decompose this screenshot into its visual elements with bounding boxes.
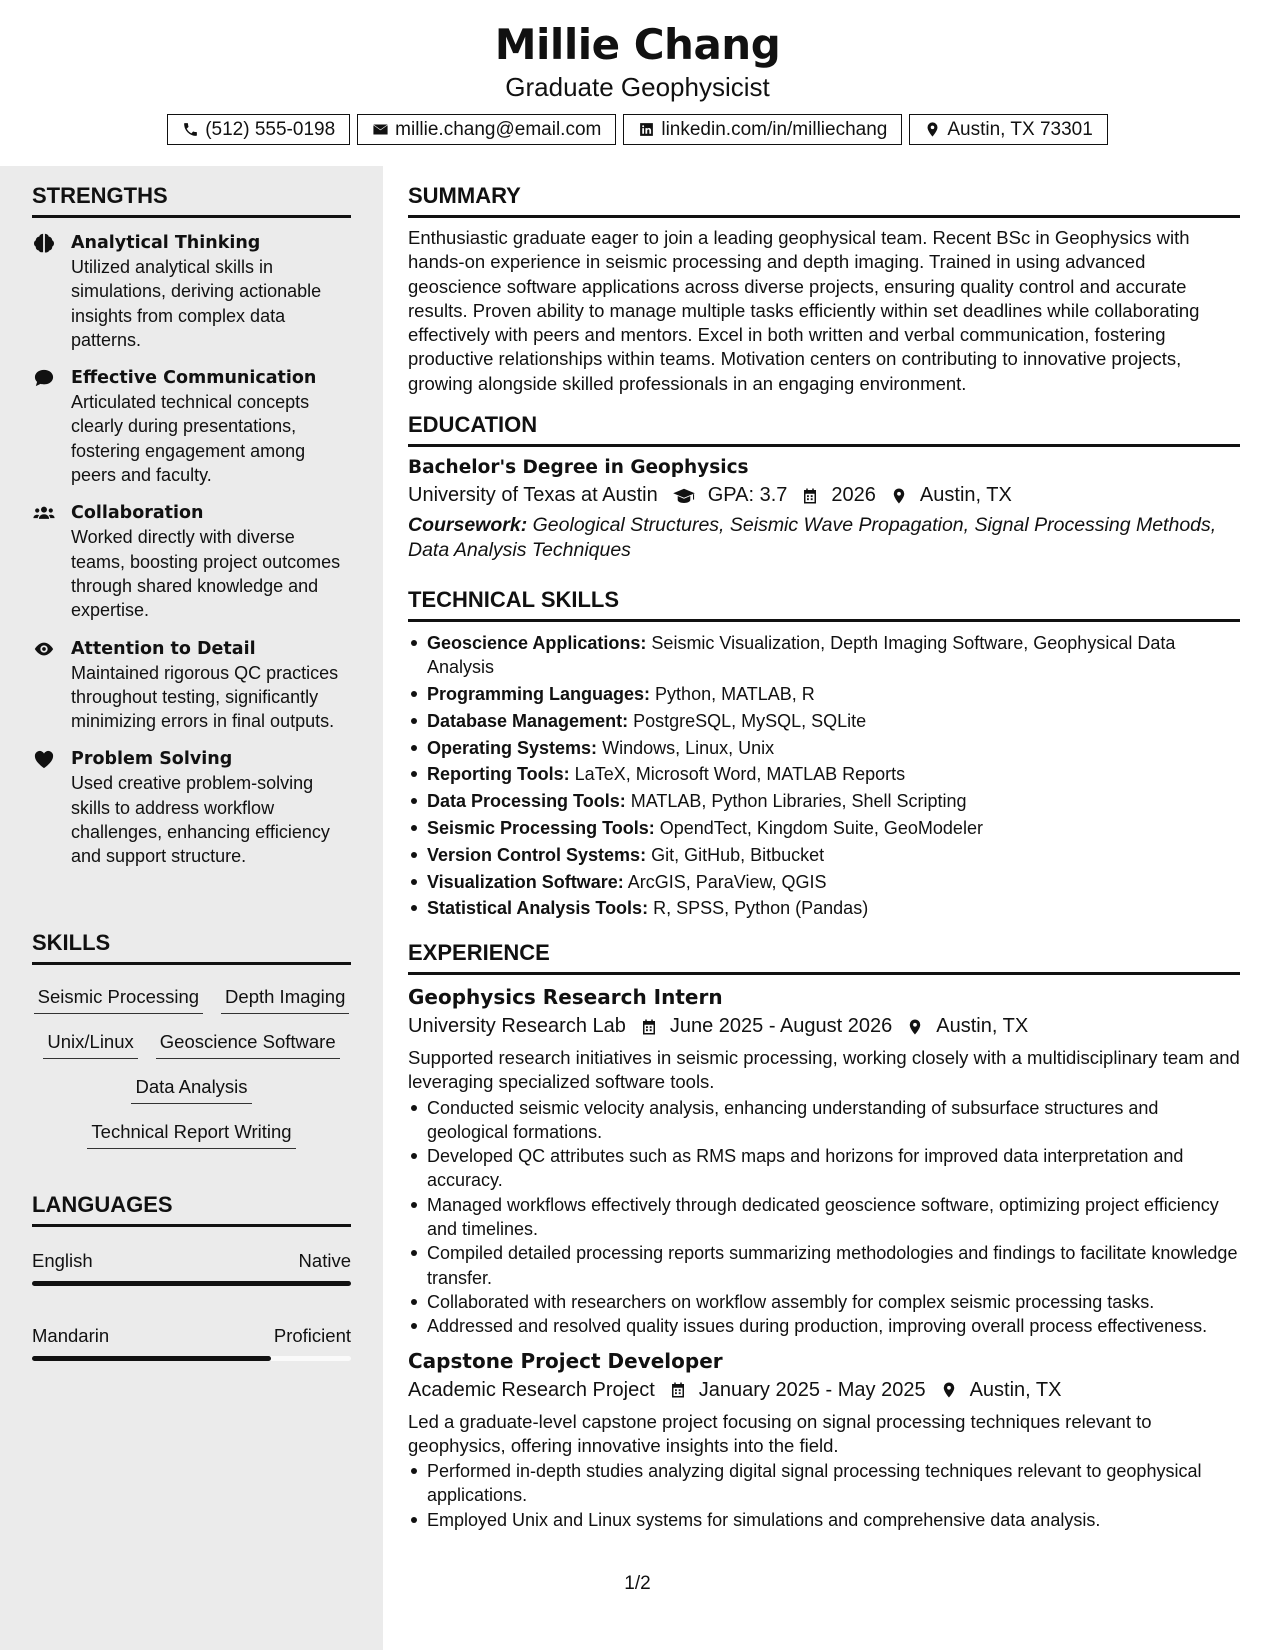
strength-title: Analytical Thinking (71, 233, 261, 253)
summary-text: Enthusiastic graduate eager to join a leading geophysical team. Recent BSc in Geophysics with hands-on experience in seismic processing and depth imaging. Trained in using advanced geoscience software applications across diverse projects, ensuring quality control and accurate results. Proven ability to manage multiple tasks efficiently within set deadlines while collaborating effectively with peers and mentors. Excel in both written and verbal communication, fostering productive relationships within teams. Motivation centers on contributing to innovative projects, growing alongside skilled professionals in an engaging environment. (408, 227, 1200, 394)
technical-skills-list (408, 631, 1240, 921)
strength-item (32, 637, 351, 734)
location-icon (890, 487, 908, 505)
job-meta (408, 1015, 1240, 1038)
languages-section (32, 1192, 351, 1361)
language-proficiency-fill (32, 1281, 351, 1286)
list-item: Reporting Tools: LaTeX, Microsoft Word, MATLAB Reports (408, 762, 1240, 786)
strength-desc: Worked directly with diverse teams, boosting project outcomes through shared knowledge and expertise. (71, 527, 341, 621)
strengths-heading: STRENGTHS (32, 183, 351, 218)
strength-desc: Utilized analytical skills in simulations, deriving actionable insights from complex data patterns. (71, 257, 322, 350)
job-org: Academic Research Project (408, 1378, 655, 1401)
job-dates: June 2025 - August 2026 (669, 1015, 893, 1037)
skill-chip: Unix/Linux (43, 1028, 137, 1059)
language-proficiency-bar (32, 1281, 351, 1286)
contact-email-text: millie.chang@email.com (395, 118, 602, 140)
strength-title: Collaboration (71, 503, 204, 524)
skill-chip: Depth Imaging (221, 983, 349, 1014)
users-icon (33, 503, 55, 523)
contact-location-text: Austin, TX 73301 (947, 118, 1093, 140)
coursework (408, 513, 1240, 563)
location-icon (924, 121, 941, 138)
page-number: 1/2 (624, 1573, 651, 1594)
job-summary: Led a graduate-level capstone project focusing on signal processing techniques relevant to geophysics, offering innovative insights into the field. (408, 1410, 1152, 1456)
language-level: Proficient (273, 1325, 351, 1346)
email-icon (372, 121, 389, 138)
strength-title: Attention to Detail (71, 638, 256, 659)
coursework-label: Coursework: (408, 514, 528, 536)
skill-chip: Technical Report Writing (87, 1118, 295, 1149)
list-item: Data Processing Tools: MATLAB, Python Libraries, Shell Scripting (408, 789, 1240, 813)
coursework-list: Geological Structures, Seismic Wave Propagation, Signal Processing Methods, Data Analysis Techniques (408, 514, 1217, 561)
skill-chip: Seismic Processing (34, 983, 203, 1014)
candidate-name: Millie Chang (494, 20, 781, 69)
list-item: Visualization Software: ArcGIS, ParaView, QGIS (408, 870, 1240, 894)
contact-bar (0, 114, 1275, 145)
strength-title: Effective Communication (71, 368, 317, 389)
calendar-icon (801, 487, 819, 505)
job-location: Austin, TX (936, 1015, 1029, 1037)
list-item: Seismic Processing Tools: OpendTect, Kingdom Suite, GeoModeler (408, 816, 1240, 840)
job-location: Austin, TX (969, 1378, 1062, 1401)
degree-title: Bachelor's Degree in Geophysics (408, 457, 749, 478)
phone-icon (182, 121, 199, 138)
graduation-year: 2026 (831, 484, 876, 506)
strength-item (32, 366, 351, 487)
language-proficiency-bar (32, 1356, 351, 1361)
chat-icon (33, 368, 55, 388)
list-item: Geoscience Applications: Seismic Visualization, Depth Imaging Software, Geophysical Data Analysis (408, 631, 1240, 680)
strength-title: Problem Solving (71, 749, 233, 770)
experience-heading: EXPERIENCE (408, 940, 1240, 975)
education-heading: EDUCATION (408, 412, 1240, 447)
language-name: Mandarin (32, 1325, 110, 1346)
candidate-role: Graduate Geophysicist (505, 72, 770, 102)
contact-phone-text: (512) 555-0198 (205, 118, 336, 140)
language-proficiency-fill (32, 1356, 271, 1361)
skill-chip: Data Analysis (131, 1073, 251, 1104)
calendar-icon (640, 1018, 658, 1036)
list-item: Statistical Analysis Tools: R, SPSS, Python (Pandas) (408, 896, 1240, 920)
skills-section (32, 930, 351, 1149)
contact-linkedin-text: linkedin.com/in/milliechang (661, 118, 888, 140)
strength-desc: Used creative problem-solving skills to address workflow challenges, enhancing efficiency and support structure. (71, 773, 330, 867)
job-org: University Research Lab (408, 1015, 626, 1037)
summary-heading: SUMMARY (408, 183, 1240, 218)
strengths-section (32, 183, 351, 883)
education-section (408, 412, 1240, 563)
list-item: Database Management: PostgreSQL, MySQL, SQLite (408, 709, 1240, 733)
list-item: Conducted seismic velocity analysis, enhancing understanding of subsurface structures and geological formations. (408, 1096, 1240, 1145)
graduation-cap-icon (672, 487, 696, 505)
skill-chip: Geoscience Software (156, 1028, 340, 1059)
linkedin-icon (638, 121, 655, 138)
contact-linkedin[interactable] (623, 114, 902, 145)
list-item: Version Control Systems: Git, GitHub, Bitbucket (408, 843, 1240, 867)
summary-section (408, 183, 1240, 396)
language-level: Native (298, 1250, 351, 1271)
strength-item (32, 231, 351, 352)
languages-heading: LANGUAGES (32, 1192, 351, 1227)
job-bullets (408, 1096, 1240, 1339)
education-meta (408, 484, 1240, 507)
job-dates: January 2025 - May 2025 (698, 1378, 926, 1401)
skills-list (32, 983, 351, 1149)
brain-icon (33, 233, 55, 253)
strength-item (32, 501, 351, 622)
list-item: Compiled detailed processing reports summarizing methodologies and findings to facilitate knowledge transfer. (408, 1241, 1240, 1290)
eye-icon (33, 639, 55, 659)
job-entry (408, 985, 1240, 1339)
list-item: Performed in-depth studies analyzing digital signal processing techniques relevant to geophysical applications. (408, 1459, 1240, 1508)
list-item: Employed Unix and Linux systems for simulations and comprehensive data analysis. (408, 1508, 1240, 1532)
contact-phone[interactable] (167, 114, 350, 145)
heart-icon (33, 749, 55, 769)
list-item: Managed workflows effectively through dedicated geoscience software, optimizing project efficiency and timelines. (408, 1193, 1240, 1242)
list-item: Collaborated with researchers on workflow assembly for complex seismic processing tasks. (408, 1290, 1240, 1314)
list-item: Operating Systems: Windows, Linux, Unix (408, 736, 1240, 760)
education-location: Austin, TX (919, 484, 1012, 506)
strength-desc: Articulated technical concepts clearly during presentations, fostering engagement among peers and faculty. (71, 392, 310, 486)
skills-heading: SKILLS (32, 930, 351, 965)
strength-item (32, 747, 351, 868)
experience-section (408, 940, 1240, 1532)
school-name: University of Texas at Austin (408, 484, 658, 506)
technical-skills-heading: TECHNICAL SKILLS (408, 587, 1240, 622)
job-title: Capstone Project Developer (408, 1348, 723, 1373)
job-summary: Supported research initiatives in seismic processing, working closely with a multidisciplinary team and leveraging specialized software tools. (408, 1047, 1240, 1093)
gpa: GPA: 3.7 (707, 484, 788, 506)
language-name: English (32, 1250, 93, 1271)
list-item: Addressed and resolved quality issues during production, improving overall process effectiveness. (408, 1314, 1240, 1338)
list-item: Developed QC attributes such as RMS maps and horizons for improved data interpretation and accuracy. (408, 1144, 1240, 1193)
language-item (32, 1324, 351, 1361)
job-title: Geophysics Research Intern (408, 985, 723, 1009)
strength-desc: Maintained rigorous QC practices throughout testing, significantly minimizing errors in final outputs. (71, 662, 339, 732)
location-icon (940, 1381, 958, 1399)
job-entry (408, 1349, 1240, 1532)
job-bullets (408, 1459, 1240, 1532)
contact-location (909, 114, 1107, 145)
job-meta (408, 1379, 1240, 1402)
calendar-icon (669, 1381, 687, 1399)
language-item (32, 1249, 351, 1286)
technical-skills-section (408, 587, 1240, 923)
location-icon (906, 1018, 924, 1036)
list-item: Programming Languages: Python, MATLAB, R (408, 682, 1240, 706)
contact-email[interactable] (357, 114, 616, 145)
